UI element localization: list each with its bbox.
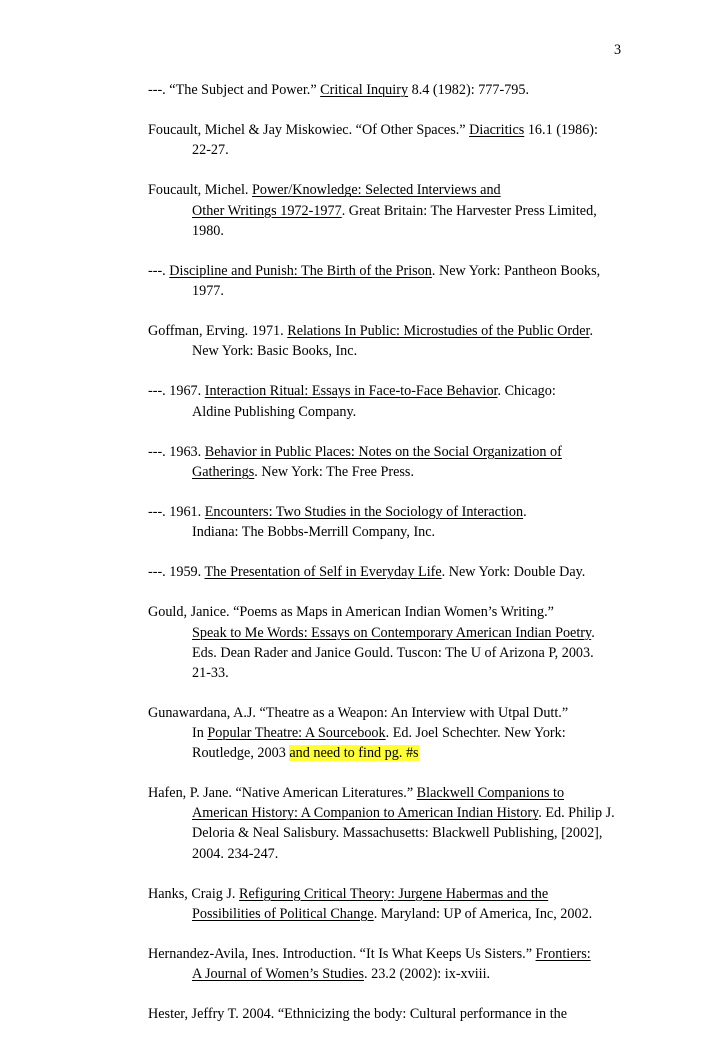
citation-text: 22-27. <box>192 142 229 159</box>
citation-text: In <box>192 725 208 741</box>
underlined-title: American History: A Companion to American Indian History <box>192 805 539 822</box>
underlined-title: Possibilities of Political Change <box>192 905 374 922</box>
citation-text: . Chicago: <box>497 383 556 400</box>
citation-text: ---. 1959. <box>148 564 205 581</box>
citation-text: Aldine Publishing Company. <box>192 403 357 420</box>
bibliography-entry <box>148 1004 618 1024</box>
bibliography-entry <box>148 80 618 100</box>
citation-text: Gould, Janice. “Poems as Maps in American Indian Women’s Writing.” <box>148 604 554 621</box>
citation-text: ---. 1961. <box>148 503 205 520</box>
bibliography-entry <box>148 562 618 582</box>
underlined-title: Gatherings <box>192 463 255 480</box>
underlined-title: Power/Knowledge: Selected Interviews and <box>252 182 501 199</box>
citation-text: 1977. <box>192 282 224 299</box>
underlined-title: Blackwell Companions to <box>416 785 565 802</box>
citation-text: Routledge, 2003 <box>192 745 290 762</box>
citation-text: Hernandez-Avila, Ines. Introduction. “It Is What Keeps Us Sisters.” <box>148 946 536 963</box>
underlined-title: Behavior in Public Places: Notes on the Social Organization of <box>204 443 562 460</box>
citation-text: . <box>591 624 595 641</box>
citation-text: Goffman, Erving. 1971. <box>148 323 288 340</box>
citation-text: ---. <box>148 262 170 279</box>
citation-text: 16.1 (1986): <box>524 122 598 139</box>
bibliography-entry <box>148 502 618 542</box>
underlined-title: Interaction Ritual: Essays in Face-to-Face Behavior <box>204 383 498 400</box>
citation-text: Indiana: The Bobbs-Merrill Company, Inc. <box>192 524 436 541</box>
underlined-title: Relations In Public: Microstudies of the Public Order <box>287 323 590 340</box>
citation-text: . Ed. Philip J. <box>538 805 615 822</box>
bibliography-entry <box>148 602 618 682</box>
citation-text: . 23.2 (2002): ix-xviii. <box>364 966 491 983</box>
citation-text: Gunawardana, A.J. “Theatre as a Weapon: An Interview with Utpal Dutt.” <box>148 704 569 721</box>
citation-text: . New York: Pantheon Books, <box>431 262 601 279</box>
underlined-title: The Presentation of Self in Everyday Life <box>204 564 442 581</box>
bibliography-entry <box>148 884 618 924</box>
citation-text: Deloria & Neal Salisbury. Massachusetts: Blackwell Publishing, [2002], <box>192 825 603 842</box>
citation-text: 1980. <box>192 222 224 239</box>
bibliography-entry <box>148 944 618 984</box>
bibliography-list <box>148 80 618 1045</box>
citation-text: 2004. 234-247. <box>192 845 279 862</box>
citation-text: ---. 1963. <box>148 443 205 460</box>
bibliography-entry <box>148 261 618 301</box>
underlined-title: A Journal of Women’s Studies <box>192 966 364 983</box>
highlighted-note: and need to find pg. #s <box>289 745 419 762</box>
citation-text: 21-33. <box>192 664 229 681</box>
underlined-title: Refiguring Critical Theory: Jurgene Habermas and the <box>239 885 549 902</box>
citation-text: . Maryland: UP of America, Inc, 2002. <box>373 905 593 922</box>
bibliography-entry <box>148 442 618 482</box>
bibliography-entry <box>148 180 618 240</box>
bibliography-entry <box>148 381 618 421</box>
bibliography-entry <box>148 120 618 160</box>
citation-text: . Great Britain: The Harvester Press Limited, <box>341 202 597 219</box>
citation-text: . New York: The Free Press. <box>254 463 414 480</box>
citation-text: Foucault, Michel & Jay Miskowiec. “Of Other Spaces.” <box>148 122 470 139</box>
underlined-title: Diacritics <box>469 122 525 139</box>
citation-text: . New York: Double Day. <box>441 564 586 581</box>
citation-text: Eds. Dean Rader and Janice Gould. Tuscon: The U of Arizona P, 2003. <box>192 644 594 661</box>
underlined-title: Other Writings 1972-1977 <box>192 202 342 219</box>
citation-text: Hafen, P. Jane. “Native American Literatures.” <box>148 785 417 802</box>
underlined-title: Critical Inquiry <box>320 82 409 98</box>
citation-text: . <box>589 323 594 340</box>
citation-text: New York: Basic Books, Inc. <box>192 343 358 360</box>
citation-text: . Ed. Joel Schechter. New York: <box>385 725 566 741</box>
bibliography-entry <box>148 783 618 863</box>
citation-text: Hanks, Craig J. <box>148 885 240 902</box>
citation-text: ---. 1967. <box>148 383 205 400</box>
bibliography-entry <box>148 703 618 763</box>
underlined-title: Discipline and Punish: The Birth of the Prison <box>169 262 432 279</box>
underlined-title: Frontiers: <box>535 946 591 963</box>
bibliography-entry <box>148 321 618 361</box>
citation-text: 8.4 (1982): 777-795. <box>408 82 530 98</box>
underlined-title: Speak to Me Words: Essays on Contemporary American Indian Poetry <box>192 624 592 641</box>
underlined-title: Popular Theatre: A Sourcebook <box>207 725 386 741</box>
citation-text: Foucault, Michel. <box>148 182 253 199</box>
page-number: 3 <box>614 42 622 58</box>
underlined-title: Encounters: Two Studies in the Sociology of Interaction <box>204 503 524 520</box>
citation-text: Hester, Jeffry T. 2004. “Ethnicizing the body: Cultural performance in the <box>148 1006 568 1023</box>
citation-text: ---. “The Subject and Power.” <box>148 82 321 98</box>
citation-text: . <box>523 503 527 520</box>
